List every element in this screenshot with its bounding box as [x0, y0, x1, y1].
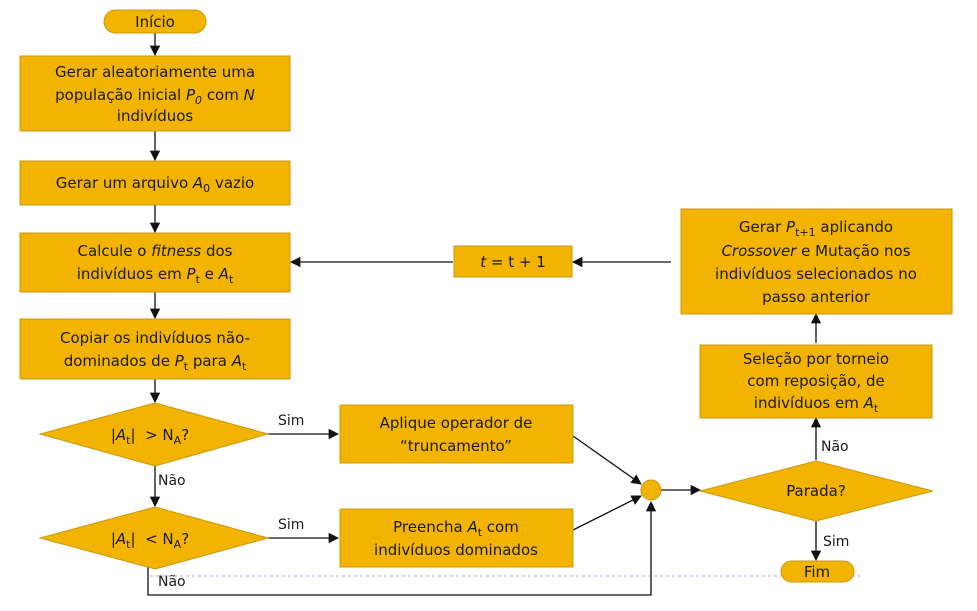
generate-l1-p: P — [786, 218, 796, 236]
dec1-q: ? — [181, 426, 190, 444]
dec2-asub: t — [126, 538, 131, 551]
dec2-nsub: A — [173, 538, 182, 551]
generate-line3: indivíduos selecionados no — [715, 265, 917, 283]
fitness-l1-it: fitness — [151, 242, 202, 260]
trunc-line1: Aplique operador de — [379, 414, 533, 432]
fill-l1b: com — [482, 518, 519, 536]
copy-line1: Copiar os indivíduos não- — [60, 329, 250, 347]
copy-l2-p: P — [174, 352, 184, 370]
copy-l2-psub: t — [183, 360, 189, 373]
fill-l1-asub: t — [477, 526, 483, 539]
selection-l3a: indivíduos em — [753, 394, 864, 412]
gen-pop-n: N — [243, 86, 255, 104]
edge-label-no2: Não — [158, 574, 186, 590]
dec2-a: A — [115, 530, 127, 548]
fitness-l2-asub: t — [228, 273, 234, 286]
fill-line2: indivíduos dominados — [374, 541, 538, 559]
generate-l1-sub: t+1 — [795, 226, 816, 239]
generate-l1a: Gerar — [738, 218, 787, 236]
fitness-l1a: Calcule o — [77, 242, 152, 260]
edge-label-no1: Não — [158, 473, 186, 489]
start-label: Início — [135, 13, 175, 31]
fitness-l1b: dos — [201, 242, 233, 260]
fitness-line1 — [78, 242, 233, 260]
edge-trunc-merge — [573, 436, 641, 484]
fill-l1a: Preencha — [393, 518, 468, 536]
copy-l2-asub: t — [241, 360, 247, 373]
dec2-pipe2: | — [130, 530, 136, 548]
stop-label: Parada? — [786, 482, 846, 500]
edge-label-no-stop: Não — [821, 439, 849, 455]
selection-l3-sub: t — [873, 402, 879, 415]
increment-t: t — [480, 253, 487, 271]
dec2-pipe1: | — [110, 530, 116, 548]
gen-archive-sub: 0 — [203, 182, 211, 195]
fill-line1 — [393, 518, 519, 539]
gen-archive-b: vazio — [210, 174, 255, 192]
dec1-pipe2: | — [130, 426, 136, 444]
gen-pop-line1: Gerar aleatoriamente uma — [54, 63, 256, 81]
selection-line1: Seleção por torneio — [742, 350, 890, 368]
fitness-l2-e: e — [199, 265, 219, 283]
edge-fill-merge — [573, 496, 641, 530]
dec1-pipe1: | — [110, 426, 116, 444]
generate-line1 — [739, 218, 893, 239]
fitness-l2a: indivíduos em — [76, 265, 187, 283]
fitness-l2-psub: t — [195, 273, 200, 286]
selection-l3-a: A — [863, 394, 874, 412]
dec1-gt: > N — [135, 426, 174, 444]
dec1-a: A — [115, 426, 127, 444]
generate-l2-it: Crossover — [721, 242, 797, 260]
edge-label-yes2: Sim — [278, 517, 305, 533]
selection-line2: com reposição, de — [747, 372, 885, 390]
dec1-asub: t — [126, 434, 131, 447]
gen-pop-line3: indivíduos — [116, 107, 194, 125]
gen-pop-line2 — [55, 86, 255, 107]
generate-l1b: aplicando — [815, 218, 894, 236]
generate-l2b: e Mutação nos — [796, 242, 911, 260]
edge-label-yes-stop: Sim — [823, 534, 850, 550]
gen-archive-sym: A — [192, 174, 204, 192]
edge-label-yes1: Sim — [278, 413, 305, 429]
generate-line4: passo anterior — [762, 288, 870, 306]
dec2-q: ? — [181, 530, 190, 548]
copy-l2-a: A — [231, 352, 242, 370]
copy-nondominated-box — [20, 319, 290, 379]
end-label: Fim — [803, 563, 831, 581]
dec1-nsub: A — [173, 434, 182, 447]
generate-line2 — [721, 242, 910, 260]
gen-pop-sub: 0 — [195, 94, 203, 107]
gen-pop-l2a: população inicial — [55, 86, 186, 104]
dec2-lt: < N — [135, 530, 174, 548]
selection-line3 — [754, 394, 879, 415]
gen-pop-sym: P — [186, 86, 196, 104]
increment-rest: = t + 1 — [486, 253, 546, 271]
gen-archive-a: Gerar um arquivo — [55, 174, 193, 192]
fitness-line2 — [77, 265, 234, 286]
copy-l2-para: para — [188, 352, 232, 370]
copy-line2 — [64, 352, 247, 373]
trunc-line2: “truncamento” — [400, 437, 512, 455]
gen-archive-label — [56, 174, 254, 195]
fitness-l2-p: P — [186, 265, 196, 283]
merge-node — [641, 480, 661, 500]
fill-l1-a: A — [467, 518, 478, 536]
fitness-l2-a: A — [218, 265, 229, 283]
increment-label — [480, 253, 546, 271]
copy-l2a: dominados de — [63, 352, 175, 370]
gen-pop-l2b: com — [202, 86, 244, 104]
